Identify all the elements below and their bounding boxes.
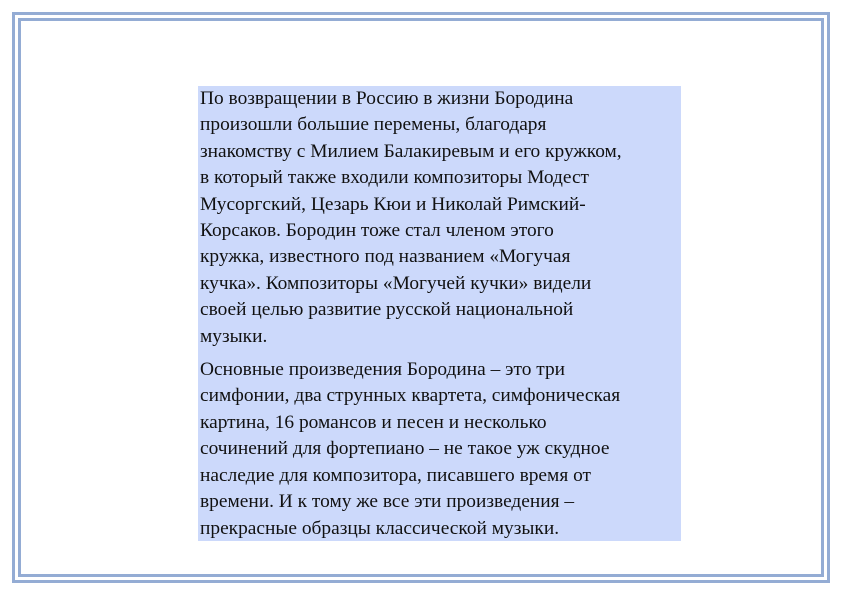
text-line: своей целью развитие русской национальной	[200, 299, 574, 321]
text-line: сочинений для фортепиано – не такое уж скудное	[200, 438, 610, 460]
text-line: кучка». Композиторы «Могучей кучки» видели	[200, 272, 592, 294]
text-line: времени. И к тому же все эти произведения –	[200, 491, 575, 513]
paragraph-2	[200, 357, 679, 542]
text-line: симфонии, два струнных квартета, симфоническая	[200, 385, 621, 407]
paragraph-1	[200, 86, 679, 350]
text-line: произошли большие перемены, благодаря	[200, 114, 547, 136]
text-line: наследие для композитора, писавшего время от	[200, 464, 591, 486]
text-line: Корсаков. Бородин тоже стал членом этого	[200, 220, 554, 242]
text-line: Основные произведения Бородина – это три	[200, 359, 566, 381]
text-line: картина, 16 романсов и песен и несколько	[200, 411, 547, 433]
text-line: По возвращении в Россию в жизни Бородина	[200, 88, 574, 109]
text-line: прекрасные образцы классической музыки.	[200, 517, 560, 539]
text-line: в который также входили композиторы Модест	[200, 167, 590, 189]
text-line: Мусоргский, Цезарь Кюи и Николай Римский-	[200, 193, 586, 215]
text-line: знакомству с Милием Балакиревым и его кружком,	[200, 140, 622, 162]
text-box	[198, 86, 681, 541]
text-line: музыки.	[200, 325, 268, 347]
text-line: кружка, известного под названием «Могучая	[200, 246, 571, 268]
